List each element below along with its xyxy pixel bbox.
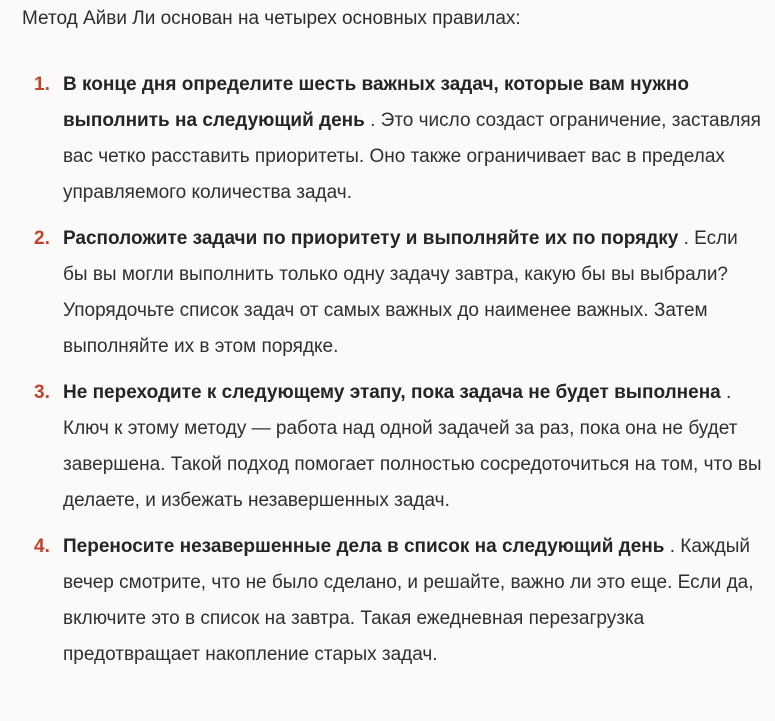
list-item-rule-2	[22, 221, 775, 365]
rule-heading: Расположите задачи по приоритету и выполняйте их по порядку	[63, 228, 679, 249]
rule-heading: Переносите незавершенные дела в список на следующий день	[63, 536, 665, 557]
list-number: 3.	[34, 382, 50, 403]
list-item-rule-1	[22, 67, 775, 211]
rule-heading: В конце дня определите шесть важных задач, которые вам нужно выполнить на следующий день	[63, 74, 689, 131]
list-number: 1.	[34, 74, 50, 95]
rule-description: . Это число создаст ограничение, заставляя вас четко расставить приоритеты. Оно также ограничивает вас в пределах управляемого количества задач.	[63, 110, 761, 203]
rule-description: . Если бы вы могли выполнить только одну задачу завтра, какую бы вы выбрали? Упорядочьте список задач от самых важных до наименее важных. Затем выполняйте их в этом порядке.	[63, 228, 738, 357]
intro-paragraph: Метод Айви Ли основан на четырех основных правилах:	[22, 8, 521, 29]
list-number: 2.	[34, 228, 50, 249]
list-number: 4.	[34, 536, 50, 557]
list-item-rule-4	[22, 529, 775, 673]
list-item-rule-3	[22, 375, 775, 519]
rule-heading: Не переходите к следующему этапу, пока задача не будет выполнена	[63, 382, 721, 403]
rule-description: . Ключ к этому методу — работа над одной задачей за раз, пока она не будет завершена. Такой подход помогает полностью сосредоточиться на том, что вы делаете, и избежать незавершенных задач.	[63, 382, 762, 511]
rule-description: . Каждый вечер смотрите, что не было сделано, и решайте, важно ли это еще. Если да, включите это в список на завтра. Такая ежедневная перезагрузка предотвращает накопление старых задач.	[63, 536, 754, 665]
rules-list	[22, 67, 775, 673]
